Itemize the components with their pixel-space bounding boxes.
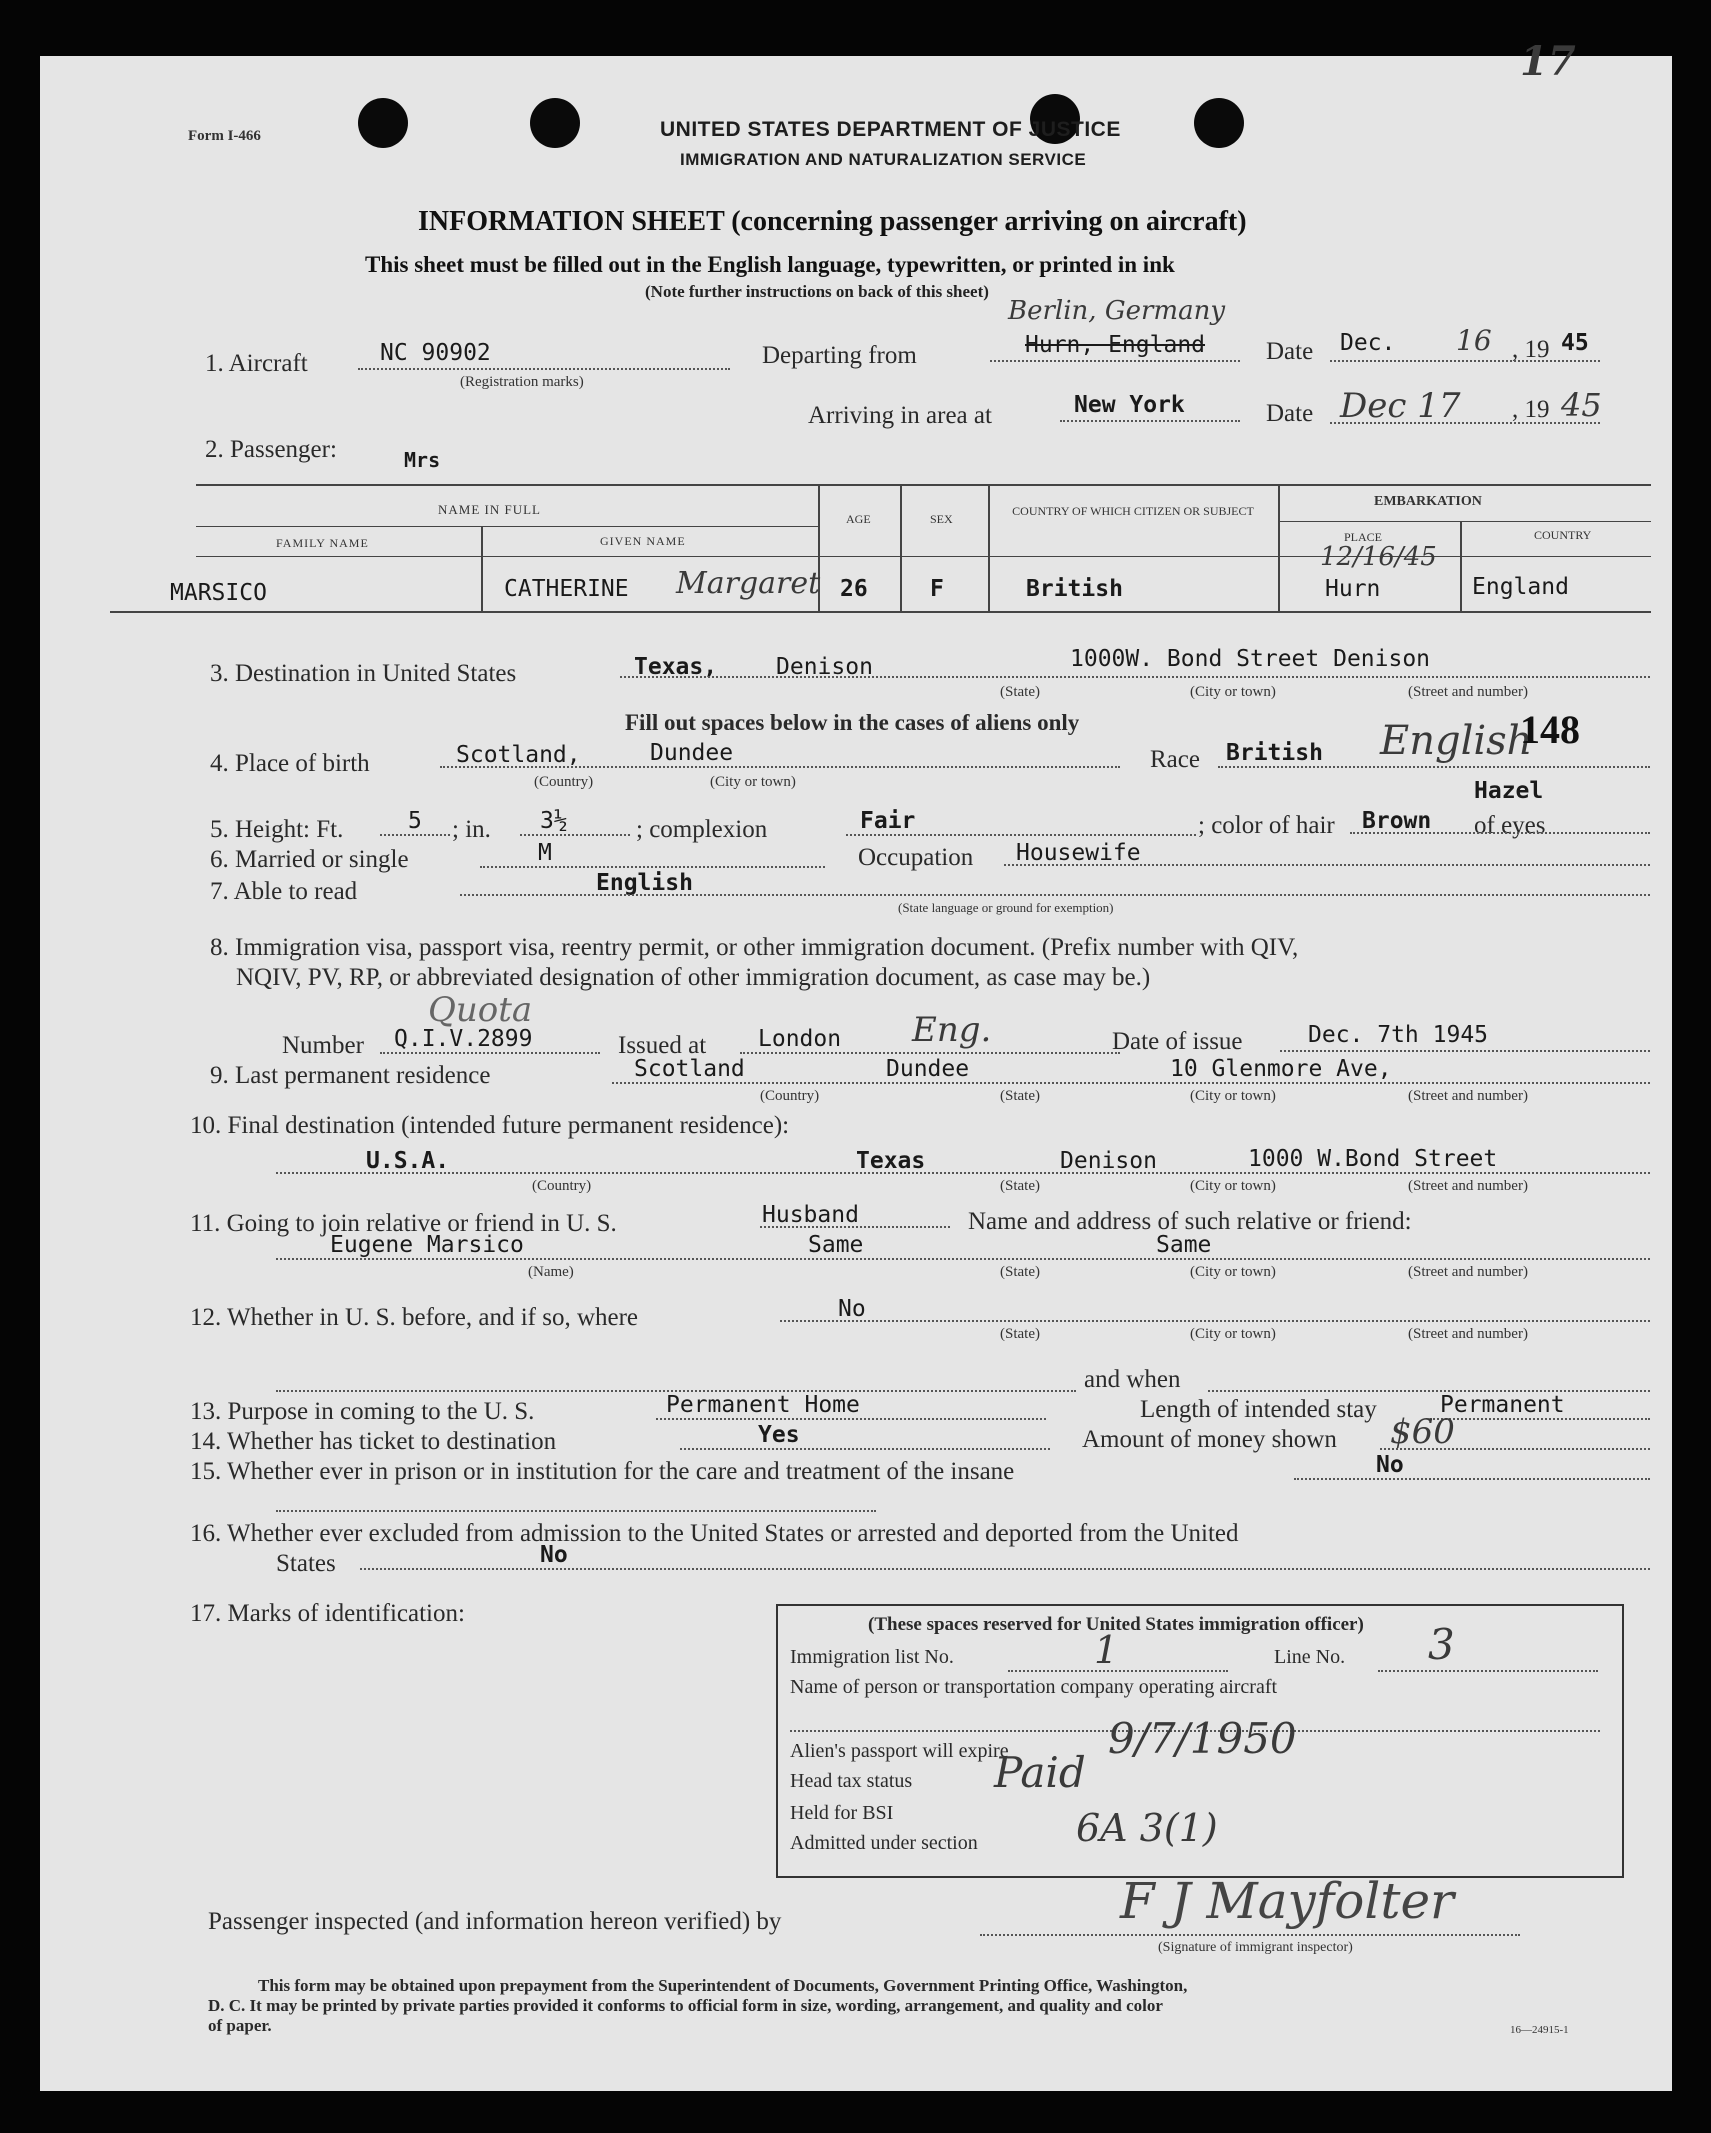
passport-expire-value: 9/7/1950 (1108, 1714, 1297, 1763)
caption-before-city: (City or town) (1190, 1326, 1276, 1342)
residence-line (612, 1082, 1650, 1084)
caption-relative-state: (State) (1000, 1264, 1040, 1280)
excluded-line (360, 1568, 1650, 1570)
destination-line (620, 676, 1650, 678)
ticket-value: Yes (758, 1422, 800, 1448)
ticket-line (680, 1448, 1050, 1450)
relative-name: Eugene Marsico (330, 1232, 524, 1258)
prison-line (1294, 1478, 1650, 1480)
section-value: 6A 3(1) (1076, 1806, 1218, 1850)
prison-label: 15. Whether ever in prison or in institution for the care and treatment of the insane (190, 1458, 1015, 1485)
bsi-label: Held for BSI (790, 1802, 894, 1824)
issue-date-label: Date of issue (1112, 1028, 1243, 1055)
height-feet: 5 (408, 808, 422, 834)
money-line (1380, 1448, 1650, 1450)
agency-name: UNITED STATES DEPARTMENT OF JUSTICE (660, 118, 1121, 141)
married-label: 6. Married or single (210, 846, 409, 873)
head-tax-value: Paid (994, 1748, 1086, 1797)
document-label-line1: 8. Immigration visa, passport visa, reentry permit, or other immigration document. (Prefix number with QIV, (210, 934, 1299, 961)
before-value: No (838, 1296, 866, 1322)
punch-hole (358, 98, 408, 148)
caption-final-street: (Street and number) (1408, 1178, 1528, 1194)
eyes-line (1350, 832, 1650, 834)
residence-label: 9. Last permanent residence (210, 1062, 491, 1089)
occupation-value: Housewife (1016, 840, 1141, 866)
race-value: British (1226, 740, 1323, 766)
race-code: 148 (1520, 707, 1580, 752)
header-given-name: GIVEN NAME (600, 534, 686, 548)
caption-res-country: (Country) (760, 1088, 820, 1104)
married-line (480, 866, 825, 868)
given-name-handwritten: Margaret (676, 566, 821, 601)
hair-label: ; color of hair (1198, 812, 1335, 839)
money-value: $60 (1390, 1412, 1455, 1452)
birthplace-label: 4. Place of birth (210, 750, 370, 777)
prison-extra-line (276, 1510, 876, 1512)
before-line (780, 1320, 1650, 1322)
table-top-rule (196, 484, 1651, 486)
join-relation-line (760, 1226, 950, 1228)
embark-place: Hurn (1325, 576, 1381, 602)
arriving-value: New York (1074, 392, 1185, 418)
arrival-date: Dec 17 (1340, 386, 1461, 426)
issue-date: Dec. 7th 1945 (1308, 1022, 1489, 1048)
given-name: CATHERINE (504, 576, 629, 602)
money-label: Amount of money shown (1082, 1426, 1337, 1453)
stay-label: Length of intended stay (1140, 1396, 1377, 1423)
caption-state: (State) (1000, 684, 1040, 700)
birthplace-line (440, 766, 1120, 768)
visa-number-line (380, 1052, 600, 1054)
hair-value: Brown (1362, 808, 1432, 834)
caption-street: (Street and number) (1408, 684, 1528, 700)
sex-value: F (930, 576, 944, 602)
purpose-line (656, 1418, 1046, 1420)
signature-line (980, 1934, 1520, 1936)
form-title: INFORMATION SHEET (concerning passenger arriving on aircraft) (418, 206, 1247, 237)
caption-res-city: (City or town) (1190, 1088, 1276, 1104)
footer-code: 16—24915-1 (1510, 2024, 1569, 2036)
issued-handwritten: Eng. (912, 1010, 992, 1050)
eyes-value: Hazel (1474, 778, 1544, 804)
list-no-line (1008, 1670, 1228, 1672)
relative-line (276, 1258, 1650, 1260)
race-line (1218, 766, 1650, 768)
footer-line1: This form may be obtained upon prepayment from the Superintendent of Documents, Government Printing Office, Washington, (258, 1976, 1188, 1995)
final-destination-label: 10. Final destination (intended future permanent residence): (190, 1112, 790, 1139)
embark-country: England (1472, 574, 1569, 600)
table-divider (481, 526, 483, 611)
departure-year: 45 (1561, 330, 1589, 356)
caption-final-city: (City or town) (1190, 1178, 1276, 1194)
caption-before-street: (Street and number) (1408, 1326, 1528, 1342)
corner-mark: 17 (1520, 38, 1576, 85)
document-label-line2: NQIV, PV, RP, or abbreviated designation of other immigration document, as case may be.) (236, 964, 1151, 991)
height-inches-line (520, 834, 630, 836)
destination-label: 3. Destination in United States (210, 660, 517, 687)
line-no-line (1378, 1670, 1598, 1672)
header-country2: COUNTRY (1534, 528, 1592, 542)
caption-relative-city: (City or town) (1190, 1264, 1276, 1280)
aircraft-label: 1. Aircraft (205, 350, 308, 377)
passport-expire-label: Alien's passport will expire (790, 1740, 1009, 1762)
height-ft-label: 5. Height: Ft. (210, 816, 344, 843)
table-mid-rule (196, 526, 818, 527)
departure-date-label: Date (1266, 338, 1314, 365)
departing-struck: Hurn, England (1025, 332, 1206, 358)
service-name: IMMIGRATION AND NATURALIZATION SERVICE (680, 150, 1087, 169)
read-line (460, 894, 1650, 896)
section-label: Admitted under section (790, 1832, 978, 1854)
purpose-value: Permanent Home (666, 1392, 860, 1418)
age-value: 26 (840, 576, 868, 602)
height-feet-line (380, 834, 450, 836)
header-country: COUNTRY OF WHICH CITIZEN OR SUBJECT (1012, 504, 1254, 518)
issue-date-line (1280, 1050, 1650, 1052)
table-embark-rule (1278, 521, 1651, 522)
caption-relative-name: (Name) (528, 1264, 574, 1280)
departure-date-line (1330, 360, 1600, 362)
excluded-label-line2: States (276, 1550, 336, 1577)
final-country: U.S.A. (366, 1148, 450, 1174)
table-divider (1278, 484, 1280, 611)
relative-city: Same (1156, 1232, 1212, 1258)
punch-hole (530, 98, 580, 148)
complexion-line (846, 834, 1196, 836)
registration-caption: (Registration marks) (460, 374, 584, 390)
birthplace-city: Dundee (650, 740, 734, 766)
aliens-heading: Fill out spaces below in the cases of aliens only (625, 710, 1080, 735)
join-relation: Husband (762, 1202, 859, 1228)
eyes-label: of eyes (1474, 812, 1546, 839)
caption-before-state: (State) (1000, 1326, 1040, 1342)
passenger-title: Mrs (404, 448, 441, 472)
issued-value: London (758, 1026, 842, 1052)
relative-state: Same (808, 1232, 864, 1258)
prison-value: No (1376, 1452, 1404, 1478)
destination-street: 1000W. Bond Street Denison (1070, 646, 1431, 672)
excluded-label-line1: 16. Whether ever excluded from admission to the United States or arrested and deported from the United (190, 1520, 1239, 1547)
quota-handwritten: Quota (428, 990, 533, 1030)
issued-label: Issued at (618, 1032, 707, 1059)
header-family-name: FAMILY NAME (276, 536, 369, 550)
caption-city: (City or town) (1190, 684, 1276, 700)
relative-name-label: Name and address of such relative or friend: (968, 1208, 1412, 1235)
caption-birth-country: (Country) (534, 774, 594, 790)
arriving-line (1060, 420, 1240, 422)
read-label: 7. Able to read (210, 878, 358, 905)
join-label: 11. Going to join relative or friend in U. S. (190, 1210, 617, 1237)
height-inches: 3½ (540, 808, 568, 834)
destination-city: Denison (776, 654, 873, 680)
table-bottom-rule (110, 611, 1651, 613)
line-no-label: Line No. (1274, 1646, 1346, 1668)
arriving-label: Arriving in area at (808, 402, 992, 429)
caption-res-street: (Street and number) (1408, 1088, 1528, 1104)
form-number: Form I-466 (188, 128, 261, 144)
line-no-value: 3 (1428, 1620, 1455, 1669)
table-divider (988, 484, 990, 611)
header-embarkation: EMBARKATION (1374, 494, 1482, 509)
final-city: Denison (1060, 1148, 1157, 1174)
ticket-label: 14. Whether has ticket to destination (190, 1428, 557, 1455)
header-place: PLACE (1344, 530, 1383, 544)
visa-number: Q.I.V.2899 (394, 1026, 533, 1052)
signature-caption: (Signature of immigrant inspector) (1158, 1940, 1353, 1955)
footer-line3: of paper. (208, 2016, 272, 2035)
officer-box (776, 1604, 1624, 1878)
family-name: MARSICO (170, 580, 267, 606)
arrival-date-label: Date (1266, 400, 1314, 427)
complexion-label: ; complexion (636, 816, 768, 843)
caption-birth-city: (City or town) (710, 774, 796, 790)
purpose-label: 13. Purpose in coming to the U. S. (190, 1398, 535, 1425)
embark-date-handwritten: 12/16/45 (1320, 542, 1437, 572)
stay-value: Permanent (1440, 1392, 1565, 1418)
arrival-year-prefix: , 19 (1512, 396, 1550, 423)
passenger-label: 2. Passenger: (205, 436, 337, 463)
departure-day: 16 (1456, 324, 1492, 357)
occupation-line (1004, 864, 1650, 866)
caption-final-state: (State) (1000, 1178, 1040, 1194)
before-label: 12. Whether in U. S. before, and if so, where (190, 1304, 639, 1331)
stay-line (1430, 1418, 1650, 1420)
aircraft-value: NC 90902 (380, 340, 491, 366)
officer-box-heading: (These spaces reserved for United States immigration officer) (868, 1614, 1364, 1635)
form-note: (Note further instructions on back of this sheet) (645, 282, 989, 301)
form-subtitle: This sheet must be filled out in the English language, typewritten, or printed in ink (365, 252, 1175, 277)
marks-label: 17. Marks of identification: (190, 1600, 465, 1627)
departing-label: Departing from (762, 342, 917, 369)
caption-final-country: (Country) (532, 1178, 592, 1194)
departing-line (990, 360, 1240, 362)
inspection-label: Passenger inspected (and information hereon verified) by (208, 1908, 782, 1935)
height-in-label: ; in. (452, 816, 491, 843)
operator-label: Name of person or transportation company operating aircraft (790, 1676, 1278, 1698)
arrival-date-line (1330, 422, 1600, 424)
departing-handwritten: Berlin, Germany (1008, 296, 1226, 326)
header-age: AGE (846, 512, 871, 526)
inspector-signature: F J Mayfolter (1120, 1872, 1454, 1930)
list-no-value: 1 (1094, 1628, 1119, 1672)
departure-date: Dec. (1340, 330, 1396, 356)
residence-country: Scotland (634, 1056, 745, 1082)
footer-line2: D. C. It may be printed by private parties provided it conforms to official form in size, wording, arrangement, and quality and color (208, 1996, 1163, 2015)
final-street: 1000 W.Bond Street (1248, 1146, 1498, 1172)
excluded-value: No (540, 1542, 568, 1568)
aircraft-line (358, 368, 730, 370)
departure-year-prefix: , 19 (1512, 336, 1550, 363)
read-value: English (596, 870, 693, 896)
birthplace-country: Scotland, (456, 742, 581, 768)
arrival-year: 45 (1561, 386, 1602, 424)
race-label: Race (1150, 746, 1200, 773)
caption-relative-street: (Street and number) (1408, 1264, 1528, 1280)
and-when-line (1208, 1390, 1650, 1392)
list-no-label: Immigration list No. (790, 1646, 954, 1668)
complexion-value: Fair (860, 808, 916, 834)
document-sheet (40, 38, 1672, 2091)
citizenship-value: British (1026, 576, 1123, 602)
destination-state: Texas, (634, 654, 718, 680)
header-name-in-full: NAME IN FULL (438, 502, 541, 517)
table-divider (1460, 521, 1462, 611)
read-caption: (State language or ground for exemption) (898, 900, 1114, 915)
caption-res-state: (State) (1000, 1088, 1040, 1104)
occupation-label: Occupation (858, 844, 974, 871)
residence-state: Dundee (886, 1056, 970, 1082)
residence-street: 10 Glenmore Ave, (1170, 1056, 1392, 1082)
race-handwritten: English (1380, 718, 1533, 764)
final-state: Texas (856, 1148, 926, 1174)
table-divider (900, 484, 902, 611)
punch-hole (1194, 98, 1244, 148)
and-when-label: and when (1084, 1366, 1181, 1393)
married-value: M (538, 840, 552, 866)
head-tax-label: Head tax status (790, 1770, 913, 1792)
header-sex: SEX (930, 512, 953, 526)
final-destination-line (276, 1172, 1650, 1174)
issued-line (740, 1052, 1120, 1054)
visa-number-label: Number (282, 1032, 364, 1059)
